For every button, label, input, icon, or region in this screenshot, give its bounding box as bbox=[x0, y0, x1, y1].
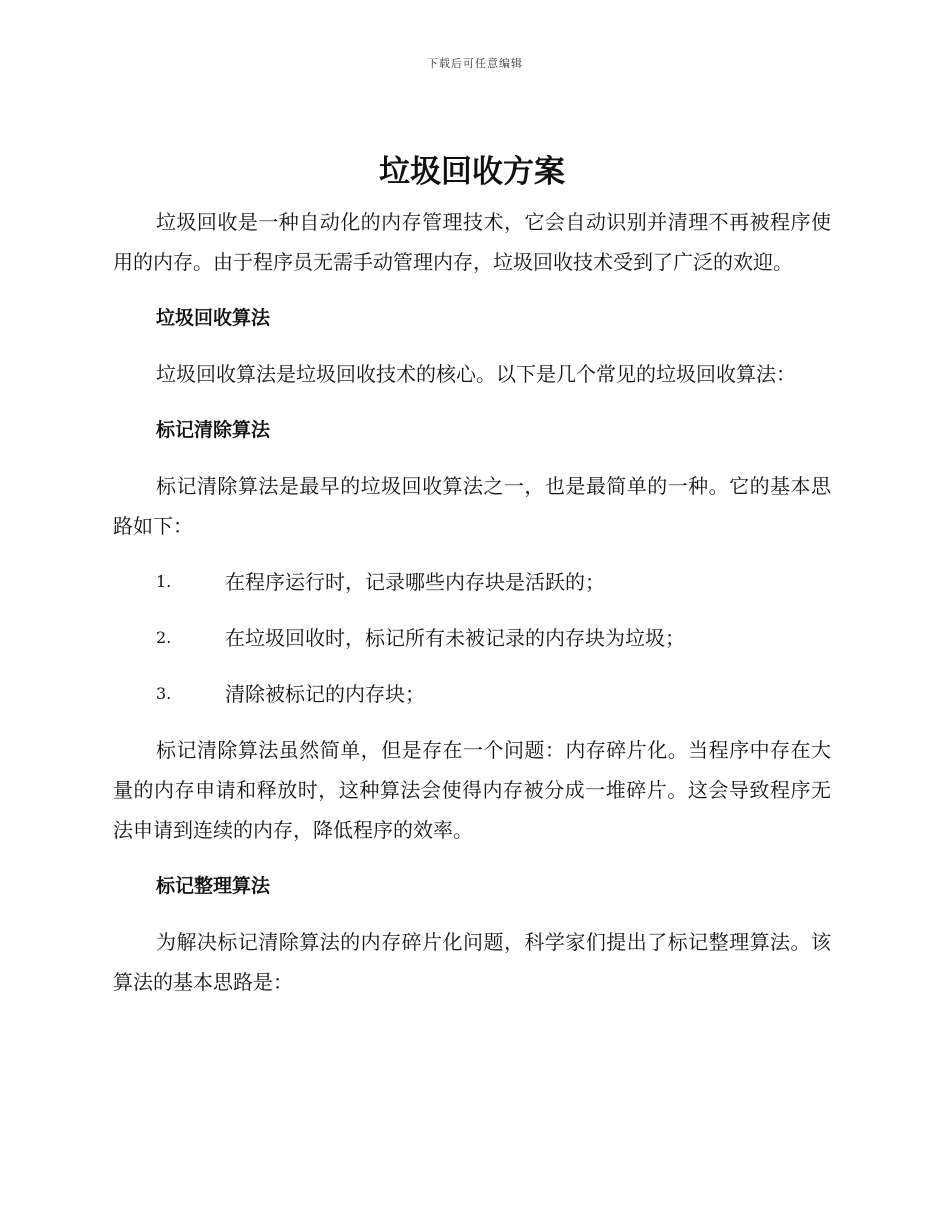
list-number: 3. bbox=[156, 684, 172, 703]
list-number: 1. bbox=[156, 572, 172, 591]
mark-sweep-conclusion: 标记清除算法虽然简单，但是存在一个问题：内存碎片化。当程序中存在大量的内存申请和释放时，这种算法会使得内存被分成一堆碎片。这会导致程序无法申请到连续的内存，降低程序的效率。 bbox=[113, 738, 831, 842]
list-item bbox=[113, 618, 831, 658]
algorithms-paragraph: 垃圾回收算法是垃圾回收技术的核心。以下是几个常见的垃圾回收算法： bbox=[156, 362, 796, 386]
spacer bbox=[113, 546, 831, 562]
spacer bbox=[113, 394, 831, 410]
list-text: 在程序运行时，记录哪些内存块是活跃的； bbox=[225, 570, 605, 594]
spacer bbox=[113, 850, 831, 866]
intro-paragraph: 垃圾回收是一种自动化的内存管理技术，它会自动识别并清理不再被程序使用的内存。由于程序员无需手动管理内存，垃圾回收技术受到了广泛的欢迎。 bbox=[113, 210, 831, 274]
section-heading-mark-sweep: 标记清除算法 bbox=[156, 419, 271, 441]
list-text: 在垃圾回收时，标记所有未被记录的内存块为垃圾； bbox=[225, 626, 685, 650]
document-body bbox=[113, 150, 831, 1002]
spacer bbox=[113, 714, 831, 730]
document-title: 垃圾回收方案 bbox=[379, 154, 565, 190]
spacer bbox=[113, 906, 831, 922]
spacer bbox=[113, 658, 831, 674]
spacer bbox=[113, 282, 831, 298]
list-item bbox=[113, 562, 831, 602]
header-note: 下载后可任意编辑 bbox=[427, 57, 523, 70]
mark-sweep-paragraph: 标记清除算法是最早的垃圾回收算法之一，也是最简单的一种。它的基本思路如下： bbox=[113, 474, 831, 538]
list-item bbox=[113, 674, 831, 714]
spacer bbox=[113, 602, 831, 618]
section-heading-mark-compact: 标记整理算法 bbox=[156, 875, 271, 897]
spacer bbox=[113, 450, 831, 466]
list-text: 清除被标记的内存块； bbox=[225, 682, 425, 706]
spacer bbox=[113, 338, 831, 354]
section-heading-algorithms: 垃圾回收算法 bbox=[156, 307, 271, 329]
list-number: 2. bbox=[156, 628, 172, 647]
mark-compact-paragraph: 为解决标记清除算法的内存碎片化问题，科学家们提出了标记整理算法。该算法的基本思路是： bbox=[113, 930, 831, 994]
